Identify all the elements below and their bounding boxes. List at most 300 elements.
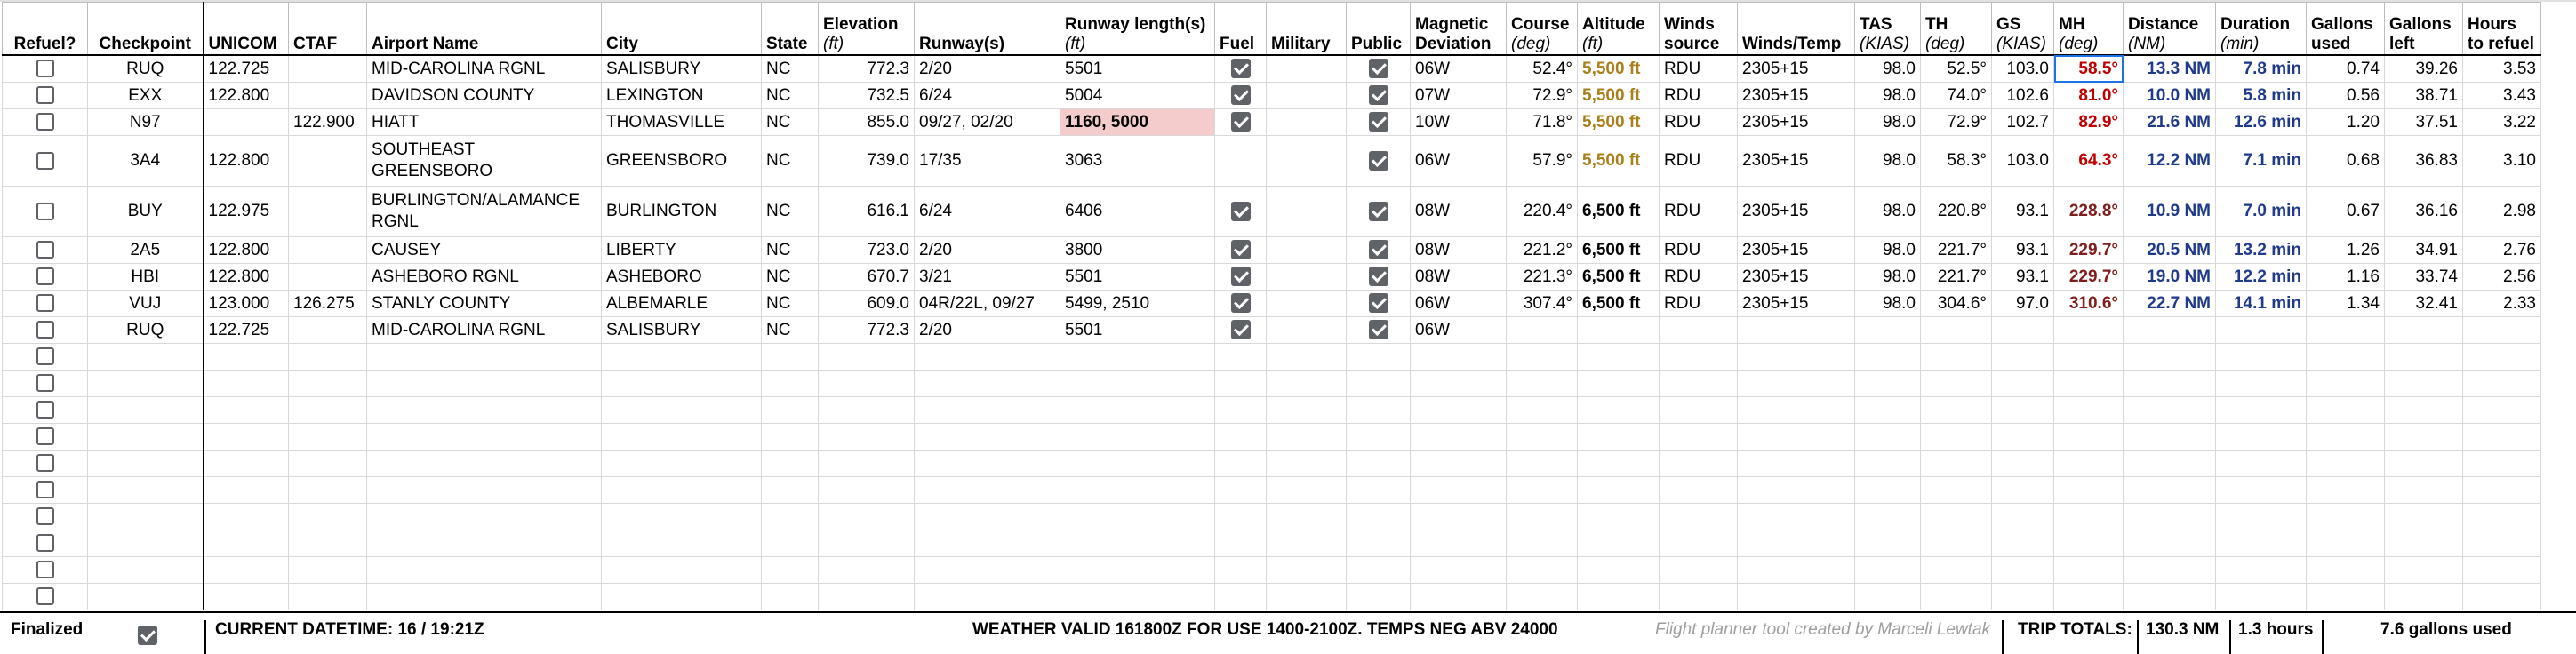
empty-cell[interactable]	[1738, 397, 1855, 424]
cell-hours-refuel[interactable]	[2463, 317, 2541, 344]
empty-cell[interactable]	[915, 344, 1060, 371]
cell-course[interactable]: 221.3°	[1507, 264, 1578, 291]
cell-duration[interactable]: 12.2 min	[2216, 264, 2307, 291]
empty-cell[interactable]	[1992, 557, 2054, 584]
empty-cell[interactable]	[88, 504, 204, 530]
cell-altitude[interactable]: 5,500 ft	[1578, 136, 1660, 187]
empty-cell[interactable]	[2463, 504, 2541, 530]
empty-cell[interactable]	[3, 397, 88, 424]
cell-course[interactable]: 52.4°	[1507, 55, 1578, 83]
cell-course[interactable]: 72.9°	[1507, 83, 1578, 109]
checkbox-empty-icon[interactable]	[36, 507, 54, 525]
empty-cell[interactable]	[1992, 451, 2054, 477]
cell-fuel[interactable]	[1215, 136, 1267, 187]
empty-cell[interactable]	[3, 530, 88, 557]
empty-cell[interactable]	[819, 424, 915, 451]
cell-distance[interactable]: 22.7 NM	[2124, 291, 2216, 317]
cell-elevation[interactable]: 609.0	[819, 291, 915, 317]
empty-cell[interactable]	[88, 530, 204, 557]
cell-mh[interactable]	[2054, 317, 2124, 344]
column-header[interactable]	[1507, 3, 1578, 56]
checkbox-empty-icon[interactable]	[36, 241, 54, 259]
cell-state[interactable]: NC	[762, 109, 819, 136]
cell-duration[interactable]: 13.2 min	[2216, 237, 2307, 264]
cell-elevation[interactable]: 772.3	[819, 317, 915, 344]
empty-cell[interactable]	[1347, 344, 1411, 371]
empty-cell[interactable]	[1215, 557, 1267, 584]
empty-cell[interactable]	[1215, 477, 1267, 504]
empty-cell[interactable]	[1921, 477, 1992, 504]
cell-distance[interactable]: 20.5 NM	[2124, 237, 2216, 264]
cell-runways[interactable]: 6/24	[915, 83, 1060, 109]
empty-cell[interactable]	[204, 397, 289, 424]
empty-cell[interactable]	[204, 424, 289, 451]
checkbox-checked-icon[interactable]	[1369, 320, 1388, 339]
empty-cell[interactable]	[2216, 477, 2307, 504]
cell-gal-left[interactable]: 32.41	[2385, 291, 2463, 317]
cell-elevation[interactable]: 772.3	[819, 55, 915, 83]
cell-winds-temp[interactable]: 2305+15	[1738, 291, 1855, 317]
empty-cell[interactable]	[1215, 451, 1267, 477]
cell-refuel[interactable]	[3, 264, 88, 291]
cell-hours-refuel[interactable]: 3.53	[2463, 55, 2541, 83]
checkbox-empty-icon[interactable]	[36, 347, 54, 365]
cell-altitude[interactable]	[1578, 317, 1660, 344]
column-header[interactable]	[602, 3, 762, 56]
cell-state[interactable]: NC	[762, 187, 819, 237]
cell-public[interactable]	[1347, 136, 1411, 187]
checkbox-checked-icon[interactable]	[1231, 112, 1251, 132]
cell-airport[interactable]: BURLINGTON/ALAMANCE RGNL	[367, 187, 602, 237]
cell-runway-lengths[interactable]: 5004	[1060, 83, 1215, 109]
empty-cell[interactable]	[1507, 344, 1578, 371]
empty-cell[interactable]	[1215, 397, 1267, 424]
checkbox-checked-icon[interactable]	[1231, 267, 1251, 286]
checkbox-empty-icon[interactable]	[36, 113, 54, 131]
cell-public[interactable]	[1347, 264, 1411, 291]
empty-cell[interactable]	[1992, 371, 2054, 397]
empty-cell[interactable]	[1992, 584, 2054, 610]
cell-distance[interactable]: 10.9 NM	[2124, 187, 2216, 237]
cell-elevation[interactable]: 739.0	[819, 136, 915, 187]
empty-cell[interactable]	[1347, 504, 1411, 530]
empty-cell[interactable]	[3, 504, 88, 530]
cell-runway-lengths[interactable]: 5501	[1060, 264, 1215, 291]
empty-cell[interactable]	[2307, 477, 2385, 504]
empty-cell[interactable]	[1411, 371, 1507, 397]
empty-cell[interactable]	[2124, 584, 2216, 610]
cell-gal-used[interactable]: 0.56	[2307, 83, 2385, 109]
cell-unicom[interactable]: 122.800	[204, 136, 289, 187]
empty-cell[interactable]	[1738, 504, 1855, 530]
empty-cell[interactable]	[1507, 504, 1578, 530]
empty-cell[interactable]	[1660, 584, 1738, 610]
empty-cell[interactable]	[289, 344, 367, 371]
empty-cell[interactable]	[2307, 371, 2385, 397]
empty-cell[interactable]	[1507, 584, 1578, 610]
empty-cell[interactable]	[204, 344, 289, 371]
cell-mh[interactable]: 229.7°	[2054, 264, 2124, 291]
cell-runways[interactable]: 04R/22L, 09/27	[915, 291, 1060, 317]
empty-cell[interactable]	[2307, 557, 2385, 584]
empty-cell[interactable]	[3, 584, 88, 610]
checkbox-checked-icon[interactable]	[1369, 202, 1388, 221]
cell-duration[interactable]: 7.8 min	[2216, 55, 2307, 83]
empty-cell[interactable]	[1267, 344, 1347, 371]
cell-duration[interactable]: 5.8 min	[2216, 83, 2307, 109]
cell-refuel[interactable]	[3, 109, 88, 136]
cell-gs[interactable]: 103.0	[1992, 55, 2054, 83]
cell-gal-used[interactable]: 1.16	[2307, 264, 2385, 291]
empty-cell[interactable]	[204, 371, 289, 397]
column-header[interactable]	[289, 3, 367, 56]
cell-mh[interactable]: 82.9°	[2054, 109, 2124, 136]
empty-cell[interactable]	[602, 530, 762, 557]
cell-gal-left[interactable]	[2385, 317, 2463, 344]
empty-cell[interactable]	[2054, 371, 2124, 397]
cell-refuel[interactable]	[3, 187, 88, 237]
cell-unicom[interactable]: 122.725	[204, 317, 289, 344]
empty-cell[interactable]	[1411, 530, 1507, 557]
checkbox-empty-icon[interactable]	[36, 454, 54, 472]
cell-winds-source[interactable]: RDU	[1660, 109, 1738, 136]
empty-cell[interactable]	[1992, 477, 2054, 504]
cell-mh[interactable]: 229.7°	[2054, 237, 2124, 264]
empty-cell[interactable]	[915, 397, 1060, 424]
cell-state[interactable]: NC	[762, 291, 819, 317]
cell-tas[interactable]: 98.0	[1855, 264, 1921, 291]
empty-cell[interactable]	[762, 477, 819, 504]
empty-cell[interactable]	[2463, 584, 2541, 610]
empty-cell[interactable]	[2216, 451, 2307, 477]
cell-runways[interactable]: 6/24	[915, 187, 1060, 237]
cell-city[interactable]: GREENSBORO	[602, 136, 762, 187]
checkbox-checked-icon[interactable]	[1369, 112, 1388, 132]
cell-tas[interactable]: 98.0	[1855, 55, 1921, 83]
empty-cell[interactable]	[2385, 557, 2463, 584]
cell-state[interactable]: NC	[762, 264, 819, 291]
cell-winds-source[interactable]: RDU	[1660, 291, 1738, 317]
empty-cell[interactable]	[289, 584, 367, 610]
cell-unicom[interactable]	[204, 109, 289, 136]
empty-cell[interactable]	[2216, 584, 2307, 610]
cell-fuel[interactable]	[1215, 83, 1267, 109]
empty-cell[interactable]	[1060, 504, 1215, 530]
cell-mh[interactable]: 58.5°	[2054, 55, 2124, 83]
checkbox-checked-icon[interactable]	[1369, 293, 1388, 313]
empty-cell[interactable]	[88, 371, 204, 397]
empty-cell[interactable]	[1267, 424, 1347, 451]
cell-gal-used[interactable]: 0.68	[2307, 136, 2385, 187]
cell-city[interactable]: LEXINGTON	[602, 83, 762, 109]
empty-cell[interactable]	[204, 504, 289, 530]
cell-tas[interactable]: 98.0	[1855, 83, 1921, 109]
cell-runways[interactable]: 09/27, 02/20	[915, 109, 1060, 136]
cell-airport[interactable]: CAUSEY	[367, 237, 602, 264]
empty-cell[interactable]	[1660, 557, 1738, 584]
cell-gal-used[interactable]: 1.26	[2307, 237, 2385, 264]
empty-cell[interactable]	[1578, 424, 1660, 451]
empty-cell[interactable]	[1411, 584, 1507, 610]
empty-cell[interactable]	[1411, 477, 1507, 504]
cell-winds-temp[interactable]: 2305+15	[1738, 136, 1855, 187]
cell-mag-dev[interactable]: 06W	[1411, 317, 1507, 344]
cell-runway-lengths[interactable]: 5501	[1060, 317, 1215, 344]
cell-course[interactable]: 57.9°	[1507, 136, 1578, 187]
checkbox-empty-icon[interactable]	[36, 203, 54, 220]
cell-winds-temp[interactable]: 2305+15	[1738, 187, 1855, 237]
empty-cell[interactable]	[1507, 397, 1578, 424]
empty-cell[interactable]	[819, 504, 915, 530]
empty-cell[interactable]	[2463, 477, 2541, 504]
empty-cell[interactable]	[1411, 344, 1507, 371]
empty-cell[interactable]	[1267, 557, 1347, 584]
cell-military[interactable]	[1267, 237, 1347, 264]
empty-cell[interactable]	[1992, 504, 2054, 530]
empty-cell[interactable]	[1855, 530, 1921, 557]
empty-cell[interactable]	[1855, 584, 1921, 610]
cell-gal-left[interactable]: 34.91	[2385, 237, 2463, 264]
empty-cell[interactable]	[762, 504, 819, 530]
cell-gal-left[interactable]: 37.51	[2385, 109, 2463, 136]
cell-checkpoint[interactable]: HBI	[88, 264, 204, 291]
checkbox-checked-icon[interactable]	[1231, 202, 1251, 221]
empty-cell[interactable]	[1267, 477, 1347, 504]
empty-cell[interactable]	[367, 424, 602, 451]
cell-distance[interactable]	[2124, 317, 2216, 344]
checkbox-empty-icon[interactable]	[36, 321, 54, 339]
empty-cell[interactable]	[2054, 344, 2124, 371]
cell-checkpoint[interactable]: EXX	[88, 83, 204, 109]
column-header[interactable]	[915, 3, 1060, 56]
empty-cell[interactable]	[1215, 344, 1267, 371]
empty-cell[interactable]	[1060, 584, 1215, 610]
empty-cell[interactable]	[1660, 477, 1738, 504]
cell-fuel[interactable]	[1215, 264, 1267, 291]
empty-cell[interactable]	[2385, 424, 2463, 451]
empty-cell[interactable]	[1347, 397, 1411, 424]
checkbox-checked-icon[interactable]	[1369, 240, 1388, 259]
empty-cell[interactable]	[2054, 451, 2124, 477]
column-header[interactable]	[1267, 3, 1347, 56]
cell-distance[interactable]: 19.0 NM	[2124, 264, 2216, 291]
cell-distance[interactable]: 13.3 NM	[2124, 55, 2216, 83]
column-header[interactable]	[1347, 3, 1411, 56]
empty-cell[interactable]	[1578, 557, 1660, 584]
cell-elevation[interactable]: 670.7	[819, 264, 915, 291]
cell-winds-temp[interactable]	[1738, 317, 1855, 344]
cell-airport[interactable]: MID-CAROLINA RGNL	[367, 317, 602, 344]
column-header[interactable]	[1215, 3, 1267, 56]
empty-cell[interactable]	[915, 557, 1060, 584]
empty-cell[interactable]	[1855, 424, 1921, 451]
cell-fuel[interactable]	[1215, 109, 1267, 136]
cell-th[interactable]	[1921, 317, 1992, 344]
cell-ctaf[interactable]	[289, 136, 367, 187]
empty-cell[interactable]	[2385, 344, 2463, 371]
empty-cell[interactable]	[1411, 397, 1507, 424]
checkbox-empty-icon[interactable]	[36, 401, 54, 419]
cell-fuel[interactable]	[1215, 317, 1267, 344]
empty-cell[interactable]	[602, 477, 762, 504]
empty-cell[interactable]	[602, 504, 762, 530]
empty-cell[interactable]	[1738, 477, 1855, 504]
empty-cell[interactable]	[762, 397, 819, 424]
cell-military[interactable]	[1267, 317, 1347, 344]
cell-gal-left[interactable]: 36.83	[2385, 136, 2463, 187]
cell-runway-lengths[interactable]: 6406	[1060, 187, 1215, 237]
cell-runways[interactable]: 2/20	[915, 237, 1060, 264]
empty-cell[interactable]	[3, 451, 88, 477]
cell-gal-left[interactable]: 33.74	[2385, 264, 2463, 291]
cell-th[interactable]: 52.5°	[1921, 55, 1992, 83]
column-header[interactable]	[3, 3, 88, 56]
column-header[interactable]	[762, 3, 819, 56]
empty-cell[interactable]	[1992, 397, 2054, 424]
empty-cell[interactable]	[762, 344, 819, 371]
cell-checkpoint[interactable]: RUQ	[88, 55, 204, 83]
empty-cell[interactable]	[2463, 424, 2541, 451]
empty-cell[interactable]	[602, 451, 762, 477]
cell-city[interactable]: LIBERTY	[602, 237, 762, 264]
cell-th[interactable]: 58.3°	[1921, 136, 1992, 187]
empty-cell[interactable]	[602, 424, 762, 451]
empty-cell[interactable]	[1060, 424, 1215, 451]
cell-refuel[interactable]	[3, 83, 88, 109]
checkbox-checked-icon[interactable]	[1369, 85, 1388, 105]
cell-distance[interactable]: 21.6 NM	[2124, 109, 2216, 136]
cell-military[interactable]	[1267, 264, 1347, 291]
empty-cell[interactable]	[2385, 530, 2463, 557]
cell-runway-lengths[interactable]: 3063	[1060, 136, 1215, 187]
column-header[interactable]	[367, 3, 602, 56]
empty-cell[interactable]	[1578, 371, 1660, 397]
checkbox-checked-icon[interactable]	[1231, 85, 1251, 105]
empty-cell[interactable]	[204, 530, 289, 557]
empty-cell[interactable]	[1921, 424, 1992, 451]
empty-cell[interactable]	[1578, 451, 1660, 477]
cell-fuel[interactable]	[1215, 237, 1267, 264]
cell-winds-source[interactable]: RDU	[1660, 55, 1738, 83]
cell-duration[interactable]: 7.0 min	[2216, 187, 2307, 237]
empty-cell[interactable]	[602, 584, 762, 610]
cell-winds-temp[interactable]: 2305+15	[1738, 264, 1855, 291]
empty-cell[interactable]	[2054, 584, 2124, 610]
cell-duration[interactable]: 12.6 min	[2216, 109, 2307, 136]
column-header[interactable]	[2385, 3, 2463, 56]
empty-cell[interactable]	[204, 584, 289, 610]
cell-ctaf[interactable]	[289, 55, 367, 83]
cell-course[interactable]	[1507, 317, 1578, 344]
cell-mag-dev[interactable]: 08W	[1411, 187, 1507, 237]
empty-cell[interactable]	[1411, 424, 1507, 451]
empty-cell[interactable]	[1060, 371, 1215, 397]
empty-cell[interactable]	[819, 344, 915, 371]
empty-cell[interactable]	[204, 451, 289, 477]
empty-cell[interactable]	[1921, 530, 1992, 557]
empty-cell[interactable]	[204, 557, 289, 584]
cell-military[interactable]	[1267, 83, 1347, 109]
empty-cell[interactable]	[1347, 451, 1411, 477]
cell-runways[interactable]: 17/35	[915, 136, 1060, 187]
cell-public[interactable]	[1347, 187, 1411, 237]
empty-cell[interactable]	[762, 451, 819, 477]
cell-checkpoint[interactable]: 2A5	[88, 237, 204, 264]
empty-cell[interactable]	[1992, 424, 2054, 451]
cell-airport[interactable]: MID-CAROLINA RGNL	[367, 55, 602, 83]
empty-cell[interactable]	[1060, 451, 1215, 477]
empty-cell[interactable]	[2216, 504, 2307, 530]
empty-cell[interactable]	[1411, 504, 1507, 530]
empty-cell[interactable]	[1921, 557, 1992, 584]
cell-fuel[interactable]	[1215, 187, 1267, 237]
empty-cell[interactable]	[1060, 557, 1215, 584]
cell-winds-source[interactable]: RDU	[1660, 83, 1738, 109]
empty-cell[interactable]	[1267, 530, 1347, 557]
cell-gs[interactable]: 93.1	[1992, 264, 2054, 291]
cell-altitude[interactable]: 5,500 ft	[1578, 109, 1660, 136]
cell-airport[interactable]: HIATT	[367, 109, 602, 136]
cell-elevation[interactable]: 616.1	[819, 187, 915, 237]
empty-cell[interactable]	[2124, 371, 2216, 397]
empty-cell[interactable]	[762, 424, 819, 451]
cell-hours-refuel[interactable]: 3.43	[2463, 83, 2541, 109]
cell-th[interactable]: 221.7°	[1921, 237, 1992, 264]
empty-cell[interactable]	[1921, 451, 1992, 477]
cell-course[interactable]: 220.4°	[1507, 187, 1578, 237]
cell-runway-lengths[interactable]: 5501	[1060, 55, 1215, 83]
cell-altitude[interactable]: 6,500 ft	[1578, 187, 1660, 237]
empty-cell[interactable]	[1347, 477, 1411, 504]
cell-gal-used[interactable]: 0.67	[2307, 187, 2385, 237]
column-header[interactable]	[1660, 3, 1738, 56]
cell-ctaf[interactable]	[289, 317, 367, 344]
cell-tas[interactable]: 98.0	[1855, 187, 1921, 237]
cell-winds-source[interactable]	[1660, 317, 1738, 344]
empty-cell[interactable]	[2216, 397, 2307, 424]
empty-cell[interactable]	[1738, 557, 1855, 584]
column-header[interactable]	[1738, 3, 1855, 56]
cell-checkpoint[interactable]: RUQ	[88, 317, 204, 344]
checkbox-empty-icon[interactable]	[36, 427, 54, 445]
empty-cell[interactable]	[2216, 424, 2307, 451]
cell-checkpoint[interactable]: N97	[88, 109, 204, 136]
cell-public[interactable]	[1347, 55, 1411, 83]
empty-cell[interactable]	[1267, 397, 1347, 424]
empty-cell[interactable]	[2307, 424, 2385, 451]
cell-gs[interactable]: 97.0	[1992, 291, 2054, 317]
cell-altitude[interactable]: 5,500 ft	[1578, 55, 1660, 83]
cell-military[interactable]	[1267, 109, 1347, 136]
empty-cell[interactable]	[1215, 424, 1267, 451]
cell-state[interactable]: NC	[762, 83, 819, 109]
empty-cell[interactable]	[2054, 557, 2124, 584]
column-header[interactable]	[2124, 3, 2216, 56]
empty-cell[interactable]	[367, 530, 602, 557]
empty-cell[interactable]	[2054, 424, 2124, 451]
empty-cell[interactable]	[289, 424, 367, 451]
empty-cell[interactable]	[367, 371, 602, 397]
empty-cell[interactable]	[2385, 451, 2463, 477]
checkbox-empty-icon[interactable]	[36, 267, 54, 285]
cell-unicom[interactable]: 122.800	[204, 237, 289, 264]
empty-cell[interactable]	[1738, 530, 1855, 557]
cell-city[interactable]: BURLINGTON	[602, 187, 762, 237]
empty-cell[interactable]	[602, 371, 762, 397]
cell-city[interactable]: ASHEBORO	[602, 264, 762, 291]
cell-tas[interactable]: 98.0	[1855, 237, 1921, 264]
empty-cell[interactable]	[1347, 371, 1411, 397]
